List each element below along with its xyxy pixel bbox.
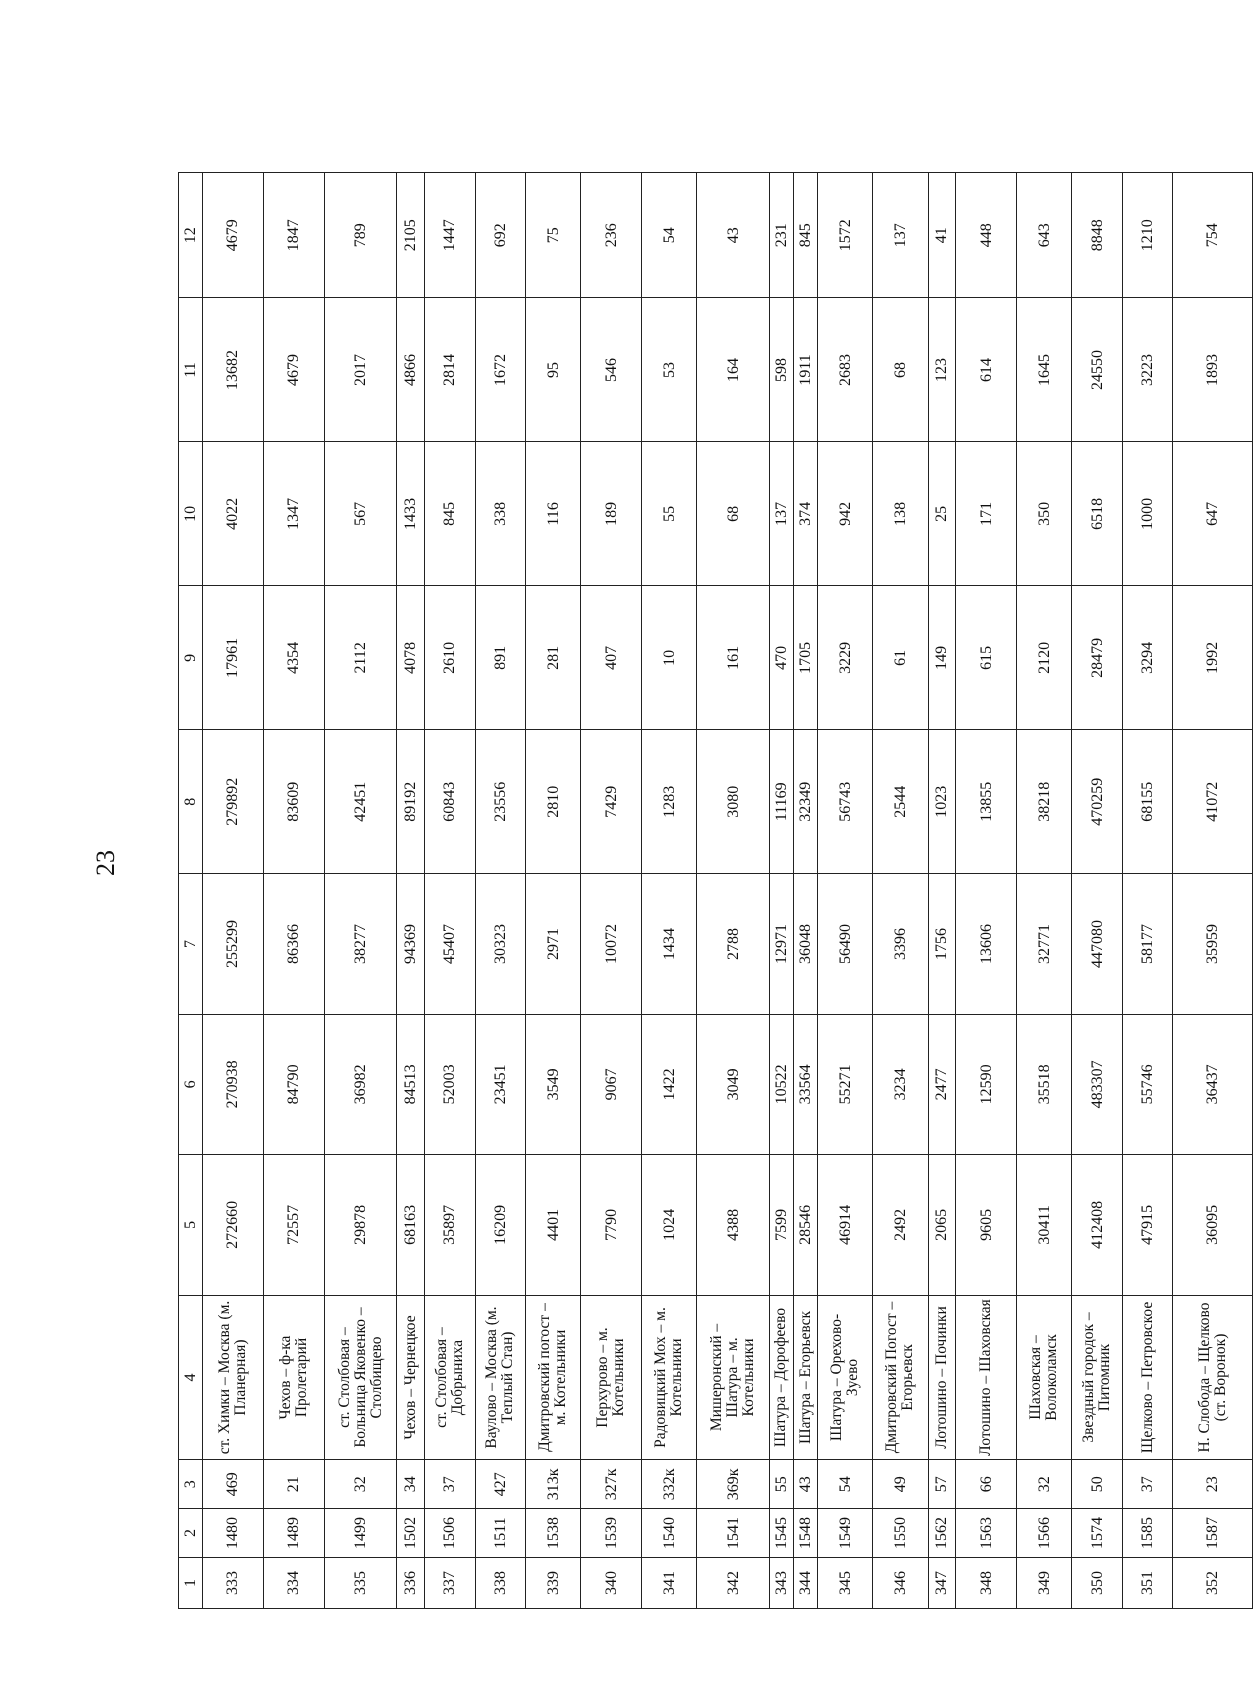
table-cell: 598 [769, 298, 793, 442]
table-cell: 66 [956, 1460, 1017, 1509]
column-header: 2 [179, 1509, 203, 1558]
column-header: 4 [179, 1295, 203, 1460]
table-cell: 32 [324, 1460, 396, 1509]
table-cell: 2065 [928, 1155, 956, 1295]
table-cell: 313к [526, 1460, 581, 1509]
table-cell: 1538 [526, 1509, 581, 1558]
table-cell: 42451 [324, 730, 396, 874]
table-cell: 342 [697, 1557, 769, 1608]
table-cell: 2971 [526, 874, 581, 1014]
column-header: 12 [179, 173, 203, 298]
table-cell: 1447 [424, 173, 475, 298]
table-cell: 57 [928, 1460, 956, 1509]
table-cell: 9067 [581, 1014, 642, 1154]
column-header: 1 [179, 1557, 203, 1608]
table-row [581, 173, 642, 1609]
table-cell: 789 [324, 173, 396, 298]
table-cell: 281 [526, 586, 581, 730]
table-cell: 332к [642, 1460, 697, 1509]
table-cell: 41 [928, 173, 956, 298]
table-row [203, 173, 264, 1609]
column-header: 9 [179, 586, 203, 730]
table-cell: 1549 [818, 1509, 873, 1558]
table-cell: 448 [956, 173, 1017, 298]
table-cell: 36048 [794, 874, 818, 1014]
table-cell: 615 [956, 586, 1017, 730]
table-cell: 1585 [1122, 1509, 1173, 1558]
table-cell: 335 [324, 1557, 396, 1608]
table-cell: 643 [1017, 173, 1072, 298]
table-cell: 845 [424, 442, 475, 586]
table-cell: 270938 [203, 1014, 264, 1154]
table-cell: 647 [1173, 442, 1253, 586]
column-header: 3 [179, 1460, 203, 1509]
table-cell: 41072 [1173, 730, 1253, 874]
table-cell: 272660 [203, 1155, 264, 1295]
table-cell: 32 [1017, 1460, 1072, 1509]
table-cell: 407 [581, 586, 642, 730]
table-cell: 138 [873, 442, 928, 586]
route-name-cell: Лотошино – Починки [928, 1295, 956, 1460]
table-cell: 279892 [203, 730, 264, 874]
table-cell: 24550 [1072, 298, 1123, 442]
table-cell: 1545 [769, 1509, 793, 1558]
table-row [928, 173, 956, 1609]
table-cell: 13682 [203, 298, 264, 442]
table-cell: 1539 [581, 1509, 642, 1558]
route-name-cell: ст. Столбовая – Добрыниха [424, 1295, 475, 1460]
table-cell: 1705 [794, 586, 818, 730]
table-cell: 1023 [928, 730, 956, 874]
table-cell: 4078 [397, 586, 425, 730]
table-cell: 4388 [697, 1155, 769, 1295]
table-cell: 3396 [873, 874, 928, 1014]
table-cell: 56743 [818, 730, 873, 874]
table-cell: 32771 [1017, 874, 1072, 1014]
table-cell: 28479 [1072, 586, 1123, 730]
table-cell: 341 [642, 1557, 697, 1608]
table-cell: 1548 [794, 1509, 818, 1558]
table-cell: 25 [928, 442, 956, 586]
table-cell: 35518 [1017, 1014, 1072, 1154]
table-cell: 427 [475, 1460, 526, 1509]
table-cell: 1847 [263, 173, 324, 298]
table-cell: 339 [526, 1557, 581, 1608]
header-row [179, 173, 203, 1609]
table-cell: 34 [397, 1460, 425, 1509]
table-cell: 54 [818, 1460, 873, 1509]
table-cell: 23556 [475, 730, 526, 874]
table-row [475, 173, 526, 1609]
table-cell: 137 [769, 442, 793, 586]
table-cell: 1433 [397, 442, 425, 586]
route-name-cell: Дмитровский погост – м. Котельники [526, 1295, 581, 1460]
table-cell: 55 [769, 1460, 793, 1509]
route-name-cell: Шатура – Дорофеево [769, 1295, 793, 1460]
table-cell: 754 [1173, 173, 1253, 298]
table-row [642, 173, 697, 1609]
column-header: 6 [179, 1014, 203, 1154]
table-cell: 3049 [697, 1014, 769, 1154]
table-cell: 470 [769, 586, 793, 730]
table-cell: 72557 [263, 1155, 324, 1295]
table-cell: 1434 [642, 874, 697, 1014]
table-cell: 83609 [263, 730, 324, 874]
table-body [203, 173, 1253, 1609]
table-cell: 1540 [642, 1509, 697, 1558]
table-cell: 29878 [324, 1155, 396, 1295]
table-cell: 1756 [928, 874, 956, 1014]
table-row [769, 173, 793, 1609]
table-cell: 55271 [818, 1014, 873, 1154]
table-cell: 21 [263, 1460, 324, 1509]
route-name-cell: Ваулово – Москва (м. Теплый Стан) [475, 1295, 526, 1460]
table-cell: 49 [873, 1460, 928, 1509]
table-cell: 8848 [1072, 173, 1123, 298]
table-cell: 36982 [324, 1014, 396, 1154]
route-name-cell: Дмитровский Погост – Егорьевск [873, 1295, 928, 1460]
table-cell: 3223 [1122, 298, 1173, 442]
table-cell: 11169 [769, 730, 793, 874]
route-name-cell: Шаховская – Волоколамск [1017, 1295, 1072, 1460]
table-cell: 412408 [1072, 1155, 1123, 1295]
table-cell: 567 [324, 442, 396, 586]
table-cell: 2492 [873, 1155, 928, 1295]
table-cell: 2544 [873, 730, 928, 874]
route-table [178, 172, 1253, 1609]
table-cell: 1511 [475, 1509, 526, 1558]
table-cell: 334 [263, 1557, 324, 1608]
rotated-table-container [178, 172, 1253, 1609]
table-cell: 30411 [1017, 1155, 1072, 1295]
table-cell: 84790 [263, 1014, 324, 1154]
table-cell: 333 [203, 1557, 264, 1608]
table-cell: 149 [928, 586, 956, 730]
table-cell: 68163 [397, 1155, 425, 1295]
table-cell: 43 [794, 1460, 818, 1509]
table-cell: 54 [642, 173, 697, 298]
table-cell: 614 [956, 298, 1017, 442]
table-cell: 12971 [769, 874, 793, 1014]
table-cell: 161 [697, 586, 769, 730]
page-number: 23 [91, 850, 120, 876]
table-cell: 164 [697, 298, 769, 442]
table-cell: 344 [794, 1557, 818, 1608]
route-name-cell: Лотошино – Шаховская [956, 1295, 1017, 1460]
table-cell: 2477 [928, 1014, 956, 1154]
table-cell: 36437 [1173, 1014, 1253, 1154]
table-cell: 3234 [873, 1014, 928, 1154]
table-cell: 35897 [424, 1155, 475, 1295]
table-cell: 345 [818, 1557, 873, 1608]
table-cell: 61 [873, 586, 928, 730]
table-cell: 28546 [794, 1155, 818, 1295]
table-cell: 891 [475, 586, 526, 730]
table-cell: 23 [1173, 1460, 1253, 1509]
table-cell: 327к [581, 1460, 642, 1509]
table-cell: 189 [581, 442, 642, 586]
table-cell: 349 [1017, 1557, 1072, 1608]
table-cell: 4022 [203, 442, 264, 586]
table-cell: 1347 [263, 442, 324, 586]
table-cell: 1499 [324, 1509, 396, 1558]
route-name-cell: Щелково – Петровское [1122, 1295, 1173, 1460]
table-row [424, 173, 475, 1609]
table-cell: 52003 [424, 1014, 475, 1154]
table-row [794, 173, 818, 1609]
table-cell: 1672 [475, 298, 526, 442]
table-row [1072, 173, 1123, 1609]
table-cell: 338 [475, 442, 526, 586]
table-cell: 10522 [769, 1014, 793, 1154]
table-cell: 55 [642, 442, 697, 586]
table-cell: 692 [475, 173, 526, 298]
table-cell: 37 [1122, 1460, 1173, 1509]
table-cell: 347 [928, 1557, 956, 1608]
table-cell: 10 [642, 586, 697, 730]
table-cell: 13606 [956, 874, 1017, 1014]
table-cell: 75 [526, 173, 581, 298]
table-cell: 255299 [203, 874, 264, 1014]
table-cell: 1566 [1017, 1509, 1072, 1558]
table-cell: 60843 [424, 730, 475, 874]
table-cell: 1000 [1122, 442, 1173, 586]
table-cell: 1210 [1122, 173, 1173, 298]
table-cell: 3229 [818, 586, 873, 730]
table-cell: 9605 [956, 1155, 1017, 1295]
table-cell: 231 [769, 173, 793, 298]
route-name-cell: Перхурово – м. Котельники [581, 1295, 642, 1460]
table-cell: 7599 [769, 1155, 793, 1295]
table-cell: 2105 [397, 173, 425, 298]
table-cell: 1541 [697, 1509, 769, 1558]
table-cell: 16209 [475, 1155, 526, 1295]
table-cell: 1572 [818, 173, 873, 298]
table-cell: 1489 [263, 1509, 324, 1558]
route-name-cell: Шатура – Егорьевск [794, 1295, 818, 1460]
table-cell: 1563 [956, 1509, 1017, 1558]
table-cell: 116 [526, 442, 581, 586]
table-cell: 68155 [1122, 730, 1173, 874]
table-cell: 2683 [818, 298, 873, 442]
table-cell: 53 [642, 298, 697, 442]
table-cell: 369к [697, 1460, 769, 1509]
table-cell: 33564 [794, 1014, 818, 1154]
table-cell: 4354 [263, 586, 324, 730]
table-cell: 2810 [526, 730, 581, 874]
table-row [818, 173, 873, 1609]
table-cell: 337 [424, 1557, 475, 1608]
table-cell: 123 [928, 298, 956, 442]
route-name-cell: Чехов – ф-ка Пролетарий [263, 1295, 324, 1460]
table-row [324, 173, 396, 1609]
table-cell: 352 [1173, 1557, 1253, 1608]
table-row [397, 173, 425, 1609]
table-cell: 374 [794, 442, 818, 586]
route-name-cell: Н. Слобода – Щелково (ст. Воронок) [1173, 1295, 1253, 1460]
table-cell: 1550 [873, 1509, 928, 1558]
table-cell: 13855 [956, 730, 1017, 874]
table-cell: 38218 [1017, 730, 1072, 874]
table-cell: 58177 [1122, 874, 1173, 1014]
table-cell: 137 [873, 173, 928, 298]
table-cell: 470259 [1072, 730, 1123, 874]
column-header: 8 [179, 730, 203, 874]
table-cell: 32349 [794, 730, 818, 874]
column-header: 5 [179, 1155, 203, 1295]
route-name-cell: Шатура – Орехово-Зуево [818, 1295, 873, 1460]
table-cell: 3294 [1122, 586, 1173, 730]
route-name-cell: Радовицкий Мох – м. Котельники [642, 1295, 697, 1460]
table-cell: 1502 [397, 1509, 425, 1558]
table-cell: 1645 [1017, 298, 1072, 442]
table-cell: 1480 [203, 1509, 264, 1558]
table-cell: 37 [424, 1460, 475, 1509]
table-cell: 1992 [1173, 586, 1253, 730]
table-row [1122, 173, 1173, 1609]
table-cell: 1562 [928, 1509, 956, 1558]
table-cell: 45407 [424, 874, 475, 1014]
table-cell: 4866 [397, 298, 425, 442]
table-cell: 1024 [642, 1155, 697, 1295]
table-row [1173, 173, 1253, 1609]
table-cell: 2610 [424, 586, 475, 730]
table-cell: 94369 [397, 874, 425, 1014]
table-cell: 86366 [263, 874, 324, 1014]
table-cell: 1283 [642, 730, 697, 874]
table-cell: 338 [475, 1557, 526, 1608]
table-cell: 95 [526, 298, 581, 442]
table-cell: 10072 [581, 874, 642, 1014]
table-row [956, 173, 1017, 1609]
table-cell: 2788 [697, 874, 769, 1014]
table-cell: 68 [873, 298, 928, 442]
table-cell: 340 [581, 1557, 642, 1608]
table-cell: 50 [1072, 1460, 1123, 1509]
table-cell: 351 [1122, 1557, 1173, 1608]
table-row [697, 173, 769, 1609]
column-header: 11 [179, 298, 203, 442]
table-cell: 4679 [263, 298, 324, 442]
table-cell: 346 [873, 1557, 928, 1608]
table-cell: 43 [697, 173, 769, 298]
table-cell: 6518 [1072, 442, 1123, 586]
table-cell: 2112 [324, 586, 396, 730]
table-cell: 1574 [1072, 1509, 1123, 1558]
route-name-cell: ст. Столбовая – Больница Яковенко – Столбищево [324, 1295, 396, 1460]
table-cell: 447080 [1072, 874, 1123, 1014]
table-cell: 89192 [397, 730, 425, 874]
route-name-cell: Мишеронский – Шатура – м. Котельники [697, 1295, 769, 1460]
table-cell: 236 [581, 173, 642, 298]
column-header: 7 [179, 874, 203, 1014]
table-cell: 348 [956, 1557, 1017, 1608]
table-cell: 4679 [203, 173, 264, 298]
table-cell: 35959 [1173, 874, 1253, 1014]
table-cell: 942 [818, 442, 873, 586]
table-cell: 350 [1017, 442, 1072, 586]
table-cell: 1506 [424, 1509, 475, 1558]
table-cell: 171 [956, 442, 1017, 586]
table-cell: 7429 [581, 730, 642, 874]
table-cell: 483307 [1072, 1014, 1123, 1154]
table-cell: 343 [769, 1557, 793, 1608]
table-cell: 55746 [1122, 1014, 1173, 1154]
table-cell: 3549 [526, 1014, 581, 1154]
table-cell: 7790 [581, 1155, 642, 1295]
table-row [1017, 173, 1072, 1609]
column-header: 10 [179, 442, 203, 586]
table-cell: 1587 [1173, 1509, 1253, 1558]
route-name-cell: Звездный городок – Питомник [1072, 1295, 1123, 1460]
route-name-cell: Чехов – Чернецкое [397, 1295, 425, 1460]
table-cell: 1911 [794, 298, 818, 442]
table-cell: 84513 [397, 1014, 425, 1154]
table-cell: 23451 [475, 1014, 526, 1154]
table-cell: 469 [203, 1460, 264, 1509]
table-cell: 1422 [642, 1014, 697, 1154]
table-row [263, 173, 324, 1609]
table-cell: 1893 [1173, 298, 1253, 442]
table-cell: 2814 [424, 298, 475, 442]
table-cell: 845 [794, 173, 818, 298]
table-cell: 546 [581, 298, 642, 442]
table-cell: 30323 [475, 874, 526, 1014]
table-cell: 36095 [1173, 1155, 1253, 1295]
table-cell: 4401 [526, 1155, 581, 1295]
table-cell: 350 [1072, 1557, 1123, 1608]
table-cell: 2017 [324, 298, 396, 442]
table-row [526, 173, 581, 1609]
table-cell: 46914 [818, 1155, 873, 1295]
table-cell: 3080 [697, 730, 769, 874]
table-cell: 47915 [1122, 1155, 1173, 1295]
table-cell: 2120 [1017, 586, 1072, 730]
table-cell: 12590 [956, 1014, 1017, 1154]
table-cell: 38277 [324, 874, 396, 1014]
table-cell: 68 [697, 442, 769, 586]
route-name-cell: ст. Химки – Москва (м. Планерная) [203, 1295, 264, 1460]
table-cell: 56490 [818, 874, 873, 1014]
table-row [873, 173, 928, 1609]
table-cell: 17961 [203, 586, 264, 730]
table-cell: 336 [397, 1557, 425, 1608]
